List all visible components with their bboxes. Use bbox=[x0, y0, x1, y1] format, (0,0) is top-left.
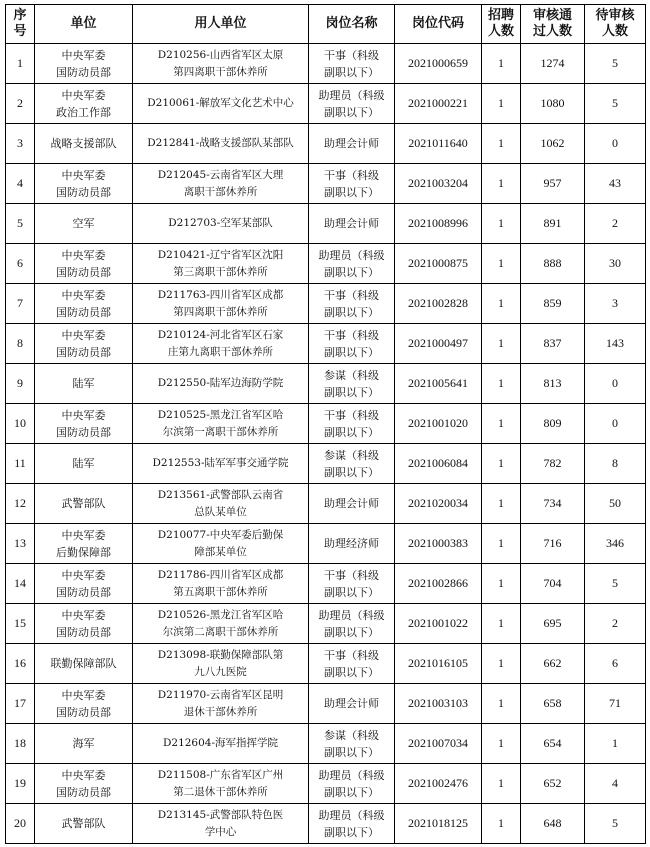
cell-position: 助理员（科级 副职以下） bbox=[309, 804, 395, 844]
table-row bbox=[6, 604, 646, 644]
cell-seq: 17 bbox=[6, 684, 35, 724]
cell-org: D210077-中央军委后勤保 障部某单位 bbox=[133, 524, 309, 564]
table-row bbox=[6, 124, 646, 164]
cell-position: 助理会计师 bbox=[309, 204, 395, 244]
cell-unit: 中央军委 国防动员部 bbox=[35, 284, 133, 324]
cell-seq: 6 bbox=[6, 244, 35, 284]
cell-position: 干事（科级 副职以下） bbox=[309, 404, 395, 444]
cell-org: D213561-武警部队云南省 总队某单位 bbox=[133, 484, 309, 524]
cell-pending: 43 bbox=[585, 164, 646, 204]
cell-unit: 联勤保障部队 bbox=[35, 644, 133, 684]
cell-org: D212841-战略支援部队某部队 bbox=[133, 124, 309, 164]
cell-pending: 5 bbox=[585, 804, 646, 844]
cell-unit: 陆军 bbox=[35, 364, 133, 404]
cell-code: 2021001022 bbox=[395, 604, 482, 644]
cell-pending: 0 bbox=[585, 124, 646, 164]
cell-org: D210061-解放军文化艺术中心 bbox=[133, 84, 309, 124]
cell-org: D210526-黑龙江省军区哈 尔滨第二离职干部休养所 bbox=[133, 604, 309, 644]
cell-org: D210421-辽宁省军区沈阳 第三离职干部休养所 bbox=[133, 244, 309, 284]
cell-code: 2021003103 bbox=[395, 684, 482, 724]
cell-pending: 6 bbox=[585, 644, 646, 684]
cell-seq: 18 bbox=[6, 724, 35, 764]
cell-code: 2021018125 bbox=[395, 804, 482, 844]
table-row bbox=[6, 44, 646, 84]
cell-code: 2021008996 bbox=[395, 204, 482, 244]
cell-position: 助理员（科级 副职以下） bbox=[309, 764, 395, 804]
cell-org: D212703-空军某部队 bbox=[133, 204, 309, 244]
cell-position: 助理会计师 bbox=[309, 684, 395, 724]
cell-hire: 1 bbox=[482, 244, 521, 284]
cell-seq: 2 bbox=[6, 84, 35, 124]
cell-hire: 1 bbox=[482, 204, 521, 244]
table-row bbox=[6, 324, 646, 364]
cell-passed: 734 bbox=[521, 484, 585, 524]
table-row bbox=[6, 284, 646, 324]
header-code: 岗位代码 bbox=[395, 5, 482, 44]
cell-position: 干事（科级 副职以下） bbox=[309, 644, 395, 684]
cell-hire: 1 bbox=[482, 364, 521, 404]
cell-hire: 1 bbox=[482, 164, 521, 204]
cell-pending: 4 bbox=[585, 764, 646, 804]
cell-passed: 813 bbox=[521, 364, 585, 404]
cell-hire: 1 bbox=[482, 724, 521, 764]
cell-position: 助理员（科级 副职以下） bbox=[309, 84, 395, 124]
cell-org: D212550-陆军边海防学院 bbox=[133, 364, 309, 404]
cell-code: 2021002866 bbox=[395, 564, 482, 604]
cell-hire: 1 bbox=[482, 404, 521, 444]
cell-code: 2021000497 bbox=[395, 324, 482, 364]
cell-seq: 16 bbox=[6, 644, 35, 684]
cell-hire: 1 bbox=[482, 644, 521, 684]
cell-org: D211508-广东省军区广州 第二退休干部休养所 bbox=[133, 764, 309, 804]
header-position: 岗位名称 bbox=[309, 5, 395, 44]
cell-seq: 5 bbox=[6, 204, 35, 244]
cell-passed: 648 bbox=[521, 804, 585, 844]
cell-position: 助理会计师 bbox=[309, 124, 395, 164]
cell-pending: 346 bbox=[585, 524, 646, 564]
cell-org: D213145-武警部队特色医 学中心 bbox=[133, 804, 309, 844]
cell-passed: 837 bbox=[521, 324, 585, 364]
applicant-statistics-table bbox=[5, 4, 646, 844]
cell-seq: 14 bbox=[6, 564, 35, 604]
cell-unit: 武警部队 bbox=[35, 484, 133, 524]
table-row bbox=[6, 764, 646, 804]
cell-pending: 71 bbox=[585, 684, 646, 724]
cell-unit: 中央军委 国防动员部 bbox=[35, 564, 133, 604]
cell-seq: 11 bbox=[6, 444, 35, 484]
cell-code: 2021000875 bbox=[395, 244, 482, 284]
cell-position: 干事（科级 副职以下） bbox=[309, 164, 395, 204]
table-row bbox=[6, 204, 646, 244]
table-row bbox=[6, 244, 646, 284]
cell-seq: 12 bbox=[6, 484, 35, 524]
cell-passed: 891 bbox=[521, 204, 585, 244]
cell-unit: 中央军委 政治工作部 bbox=[35, 84, 133, 124]
cell-code: 2021011640 bbox=[395, 124, 482, 164]
cell-unit: 武警部队 bbox=[35, 804, 133, 844]
cell-hire: 1 bbox=[482, 124, 521, 164]
cell-passed: 704 bbox=[521, 564, 585, 604]
cell-position: 参谋（科级 副职以下） bbox=[309, 444, 395, 484]
cell-unit: 战略支援部队 bbox=[35, 124, 133, 164]
cell-pending: 5 bbox=[585, 84, 646, 124]
table-row bbox=[6, 404, 646, 444]
cell-unit: 海军 bbox=[35, 724, 133, 764]
cell-seq: 4 bbox=[6, 164, 35, 204]
cell-org: D210525-黑龙江省军区哈 尔滨第一离职干部休养所 bbox=[133, 404, 309, 444]
cell-passed: 654 bbox=[521, 724, 585, 764]
cell-passed: 859 bbox=[521, 284, 585, 324]
header-org: 用人单位 bbox=[133, 5, 309, 44]
cell-org: D212045-云南省军区大理 离职干部休养所 bbox=[133, 164, 309, 204]
cell-pending: 50 bbox=[585, 484, 646, 524]
cell-pending: 2 bbox=[585, 204, 646, 244]
cell-pending: 1 bbox=[585, 724, 646, 764]
cell-passed: 888 bbox=[521, 244, 585, 284]
cell-code: 2021001020 bbox=[395, 404, 482, 444]
cell-code: 2021020034 bbox=[395, 484, 482, 524]
cell-passed: 957 bbox=[521, 164, 585, 204]
cell-hire: 1 bbox=[482, 284, 521, 324]
table-row bbox=[6, 524, 646, 564]
table-row bbox=[6, 804, 646, 844]
cell-hire: 1 bbox=[482, 484, 521, 524]
table-row bbox=[6, 364, 646, 404]
cell-seq: 19 bbox=[6, 764, 35, 804]
cell-pending: 0 bbox=[585, 404, 646, 444]
cell-code: 2021005641 bbox=[395, 364, 482, 404]
cell-position: 助理会计师 bbox=[309, 484, 395, 524]
cell-passed: 658 bbox=[521, 684, 585, 724]
cell-code: 2021007034 bbox=[395, 724, 482, 764]
cell-unit: 中央军委 国防动员部 bbox=[35, 764, 133, 804]
header-unit: 单位 bbox=[35, 5, 133, 44]
cell-pending: 143 bbox=[585, 324, 646, 364]
table-row bbox=[6, 564, 646, 604]
cell-hire: 1 bbox=[482, 684, 521, 724]
table-row bbox=[6, 724, 646, 764]
cell-passed: 695 bbox=[521, 604, 585, 644]
cell-code: 2021000221 bbox=[395, 84, 482, 124]
cell-unit: 中央军委 国防动员部 bbox=[35, 404, 133, 444]
cell-position: 干事（科级 副职以下） bbox=[309, 44, 395, 84]
cell-org: D211763-四川省军区成都 第四离职干部休养所 bbox=[133, 284, 309, 324]
table-row bbox=[6, 684, 646, 724]
cell-position: 干事（科级 副职以下） bbox=[309, 284, 395, 324]
cell-seq: 9 bbox=[6, 364, 35, 404]
cell-unit: 中央军委 国防动员部 bbox=[35, 604, 133, 644]
cell-hire: 1 bbox=[482, 44, 521, 84]
cell-unit: 中央军委 国防动员部 bbox=[35, 684, 133, 724]
cell-unit: 中央军委 国防动员部 bbox=[35, 44, 133, 84]
cell-pending: 2 bbox=[585, 604, 646, 644]
cell-passed: 716 bbox=[521, 524, 585, 564]
cell-pending: 30 bbox=[585, 244, 646, 284]
cell-seq: 20 bbox=[6, 804, 35, 844]
cell-unit: 中央军委 国防动员部 bbox=[35, 244, 133, 284]
cell-unit: 中央军委 国防动员部 bbox=[35, 164, 133, 204]
cell-pending: 5 bbox=[585, 44, 646, 84]
cell-org: D210256-山西省军区太原 第四离职干部休养所 bbox=[133, 44, 309, 84]
cell-hire: 1 bbox=[482, 84, 521, 124]
cell-position: 助理经济师 bbox=[309, 524, 395, 564]
cell-pending: 0 bbox=[585, 364, 646, 404]
cell-seq: 13 bbox=[6, 524, 35, 564]
cell-pending: 3 bbox=[585, 284, 646, 324]
cell-position: 助理员（科级 副职以下） bbox=[309, 244, 395, 284]
cell-org: D212553-陆军军事交通学院 bbox=[133, 444, 309, 484]
table-row bbox=[6, 644, 646, 684]
cell-passed: 782 bbox=[521, 444, 585, 484]
cell-hire: 1 bbox=[482, 804, 521, 844]
cell-unit: 陆军 bbox=[35, 444, 133, 484]
cell-pending: 5 bbox=[585, 564, 646, 604]
cell-passed: 1274 bbox=[521, 44, 585, 84]
cell-code: 2021016105 bbox=[395, 644, 482, 684]
table-row bbox=[6, 164, 646, 204]
header-hire: 招聘 人数 bbox=[482, 5, 521, 44]
cell-position: 参谋（科级 副职以下） bbox=[309, 724, 395, 764]
cell-seq: 3 bbox=[6, 124, 35, 164]
table-header-row bbox=[6, 5, 646, 44]
cell-position: 助理员（科级 副职以下） bbox=[309, 604, 395, 644]
cell-code: 2021003204 bbox=[395, 164, 482, 204]
table-row bbox=[6, 84, 646, 124]
cell-org: D213098-联勤保障部队第 九八九医院 bbox=[133, 644, 309, 684]
header-seq: 序 号 bbox=[6, 5, 35, 44]
cell-org: D212604-海军指挥学院 bbox=[133, 724, 309, 764]
cell-seq: 8 bbox=[6, 324, 35, 364]
cell-unit: 中央军委 后勤保障部 bbox=[35, 524, 133, 564]
cell-org: D211786-四川省军区成都 第五离职干部休养所 bbox=[133, 564, 309, 604]
table-body bbox=[6, 44, 646, 844]
cell-position: 干事（科级 副职以下） bbox=[309, 564, 395, 604]
cell-unit: 空军 bbox=[35, 204, 133, 244]
header-pending: 待审核 人数 bbox=[585, 5, 646, 44]
cell-passed: 809 bbox=[521, 404, 585, 444]
header-passed: 审核通 过人数 bbox=[521, 5, 585, 44]
table-row bbox=[6, 484, 646, 524]
cell-code: 2021002476 bbox=[395, 764, 482, 804]
cell-passed: 1080 bbox=[521, 84, 585, 124]
cell-passed: 652 bbox=[521, 764, 585, 804]
cell-org: D211970-云南省军区昆明 退休干部休养所 bbox=[133, 684, 309, 724]
cell-hire: 1 bbox=[482, 524, 521, 564]
cell-pending: 8 bbox=[585, 444, 646, 484]
table-row bbox=[6, 444, 646, 484]
cell-hire: 1 bbox=[482, 444, 521, 484]
cell-seq: 15 bbox=[6, 604, 35, 644]
cell-position: 干事（科级 副职以下） bbox=[309, 324, 395, 364]
cell-org: D210124-河北省军区石家 庄第九离职干部休养所 bbox=[133, 324, 309, 364]
cell-position: 参谋（科级 副职以下） bbox=[309, 364, 395, 404]
cell-code: 2021006084 bbox=[395, 444, 482, 484]
cell-passed: 662 bbox=[521, 644, 585, 684]
cell-hire: 1 bbox=[482, 764, 521, 804]
cell-unit: 中央军委 国防动员部 bbox=[35, 324, 133, 364]
cell-hire: 1 bbox=[482, 324, 521, 364]
cell-seq: 7 bbox=[6, 284, 35, 324]
cell-code: 2021002828 bbox=[395, 284, 482, 324]
cell-hire: 1 bbox=[482, 564, 521, 604]
cell-seq: 10 bbox=[6, 404, 35, 444]
cell-passed: 1062 bbox=[521, 124, 585, 164]
cell-code: 2021000383 bbox=[395, 524, 482, 564]
cell-code: 2021000659 bbox=[395, 44, 482, 84]
cell-hire: 1 bbox=[482, 604, 521, 644]
cell-seq: 1 bbox=[6, 44, 35, 84]
